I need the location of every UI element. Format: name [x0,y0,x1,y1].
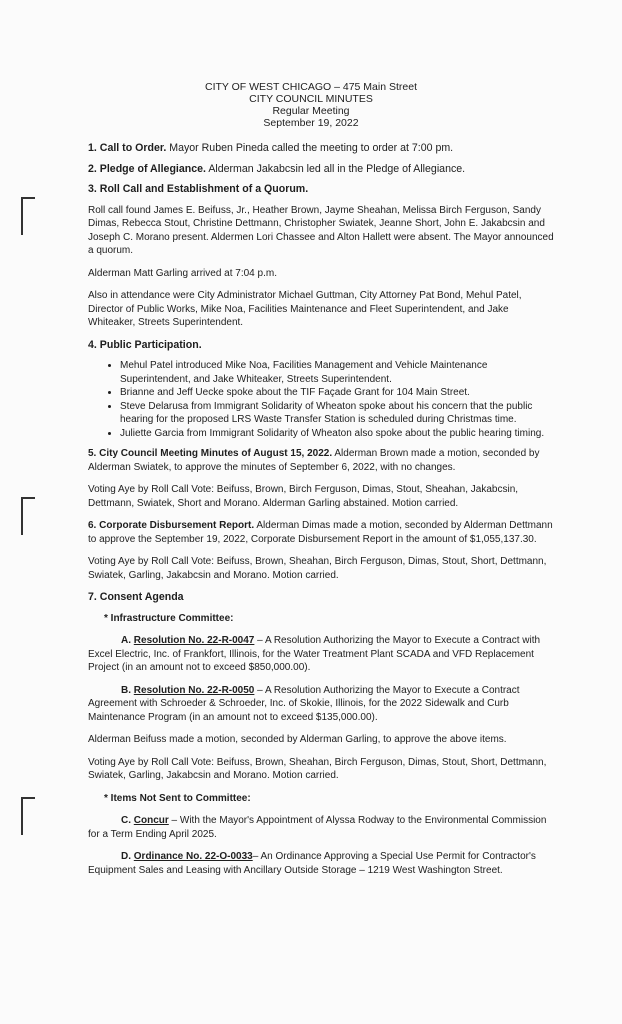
section-title: Call to Order. [99,142,167,154]
section-title: Consent Agenda [99,591,184,603]
section-text: Alderman Jakabcsin led all in the Pledge of Allegiance. [208,162,466,175]
items-not-sent-heading: * Items Not Sent to Committee: [104,792,251,804]
section-text: Alderman Dimas made a motion, seconded by Alderman Dettmann to approve the September 19, 2022, Corporate Disbursement Report in the amount of $1,055,137.30. [88,520,553,545]
section-text: Mayor Ruben Pineda called the meeting to order at 7:00 pm. [169,142,454,154]
resolution-item-b [88,684,558,725]
resolution-item-a [88,634,558,675]
section-title: Roll Call and Establishment of a Quorum. [99,183,309,195]
header-city-line: CITY OF WEST CHICAGO – 475 Main Street [204,81,417,93]
item-number: Resolution No. 22-R-0047 [133,635,255,646]
margin-bracket-mark [21,197,35,235]
section-title: City Council Meeting Minutes of August 15, 2022. [99,448,333,459]
vote-paragraph: Voting Aye by Roll Call Vote: Beifuss, Brown, Birch Ferguson, Dimas, Stout, Sheahan, Jakabcsin, Dettmann, Swiatek, Short and Morano. Alderman Garling abstained. Motion carried. [88,484,519,509]
header-date: September 19, 2022 [263,117,359,129]
participation-list [88,359,558,440]
infrastructure-committee-heading: * Infrastructure Committee: [104,612,234,624]
list-item: • Brianne and Jeff Uecke spoke about the TIF Façade Grant for 104 Main Street. [120,386,558,400]
vote-paragraph: Voting Aye by Roll Call Vote: Beifuss, Brown, Sheahan, Birch Ferguson, Dimas, Stout, Short, Dettmann, Swiatek, Garling, Jakabcsin and Morano. Motion carried. [88,756,547,781]
margin-bracket-mark [21,497,35,535]
section-text: Alderman Brown made a motion, seconded by Alderman Swiatek, to approve the minutes of September 6, 2022, with no changes. [88,448,540,473]
section-number: 4. [88,338,97,351]
item-text: – A Resolution Authorizing the Mayor to Execute a Contract with Excel Electric, Inc. of Frankfort, Illinois, for the Water Treatment Plant SCADA and VFD Replacement Project (in an amount not to exceed $850,000.00). [88,635,541,673]
section-number: 2. [88,162,97,175]
late-arrival-paragraph: Alderman Matt Garling arrived at 7:04 p.m. [88,267,277,279]
item-letter: C. [121,815,131,826]
vote-paragraph: Voting Aye by Roll Call Vote: Beifuss, Brown, Sheahan, Birch Ferguson, Dimas, Stout, Short, Dettmann, Swiatek, Garling, Jakabcsin and Morano. Motion carried. [88,556,547,581]
consent-motion-paragraph: Alderman Beifuss made a motion, seconded by Alderman Garling, to approve the above items. [88,734,507,745]
item-letter: D. [121,851,131,862]
concur-item-c [88,814,558,841]
item-letter: A. [121,635,131,646]
item-letter: B. [121,684,131,696]
attendance-paragraph: Also in attendance were City Administrator Michael Guttman, City Attorney Pat Bond, Mehul Patel, Director of Public Works, Mike Noa, Facilities Maintenance and Fleet Superintendent, and Jake Whiteaker, Streets Superintendent. [88,290,522,328]
header-title-line: CITY COUNCIL MINUTES [249,93,373,105]
item-number: Concur [133,815,169,826]
item-number: Ordinance No. 22-O-0033 [133,851,253,862]
section-minutes-approval [88,447,558,474]
item-text: – With the Mayor's Appointment of Alyssa Rodway to the Environmental Commission for a Term Ending April 2025. [88,815,547,840]
margin-bracket-mark [21,797,35,835]
section-number: 6. [88,520,97,531]
section-title: Pledge of Allegiance. [99,162,206,175]
section-consent-agenda [88,591,558,605]
section-pledge [88,163,558,177]
header-meeting-type: Regular Meeting [272,105,350,117]
list-item: • Juliette Garcia from Immigrant Solidarity of Wheaton also spoke about the public hearing timing. [120,427,558,441]
section-disbursement-report [88,519,558,546]
section-number: 7. [88,591,97,603]
roll-call-paragraph: Roll call found James E. Beifuss, Jr., Heather Brown, Jayme Sheahan, Melissa Birch Ferguson, Sandy Dimas, Rebecca Stout, Christine Dettmann, Christopher Swiatek, Jeanne Short, John E. Jakabcsin and Joseph C. Morano present. Aldermen Lori Chassee and Alton Hallett were absent. The Mayor announced a quorum. [88,204,554,256]
section-call-to-order [88,142,558,156]
section-title: Public Participation. [99,338,202,351]
section-roll-call [88,183,558,197]
section-number: 5. [88,448,97,459]
list-item: • Mehul Patel introduced Mike Noa, Facilities Management and Vehicle Maintenance Superintendent, and Jake Whiteaker, Streets Superintendent. [120,359,558,386]
section-title: Corporate Disbursement Report. [99,520,255,531]
section-number: 3. [88,183,97,195]
item-text: – An Ordinance Approving a Special Use Permit for Contractor's Equipment Sales and Leasing with Ancillary Outside Storage – 1219 West Washington Street. [88,851,536,876]
list-item: • Steve Delarusa from Immigrant Solidarity of Wheaton spoke about his concern that the public hearing for the proposed LRS Waste Transfer Station is scheduled during Christmas time. [120,400,558,427]
section-number: 1. [88,142,97,154]
minutes-body [88,142,558,886]
item-number: Resolution No. 22-R-0050 [133,684,255,696]
document-header [0,81,622,129]
section-public-participation [88,339,558,353]
ordinance-item-d [88,850,558,877]
item-text: – A Resolution Authorizing the Mayor to Execute a Contract Agreement with Schroeder & Schroeder, Inc. of Skokie, Illinois, for the 2022 Sidewalk and Curb Maintenance Program (in an amount not to exceed $135,000.00). [88,684,520,723]
